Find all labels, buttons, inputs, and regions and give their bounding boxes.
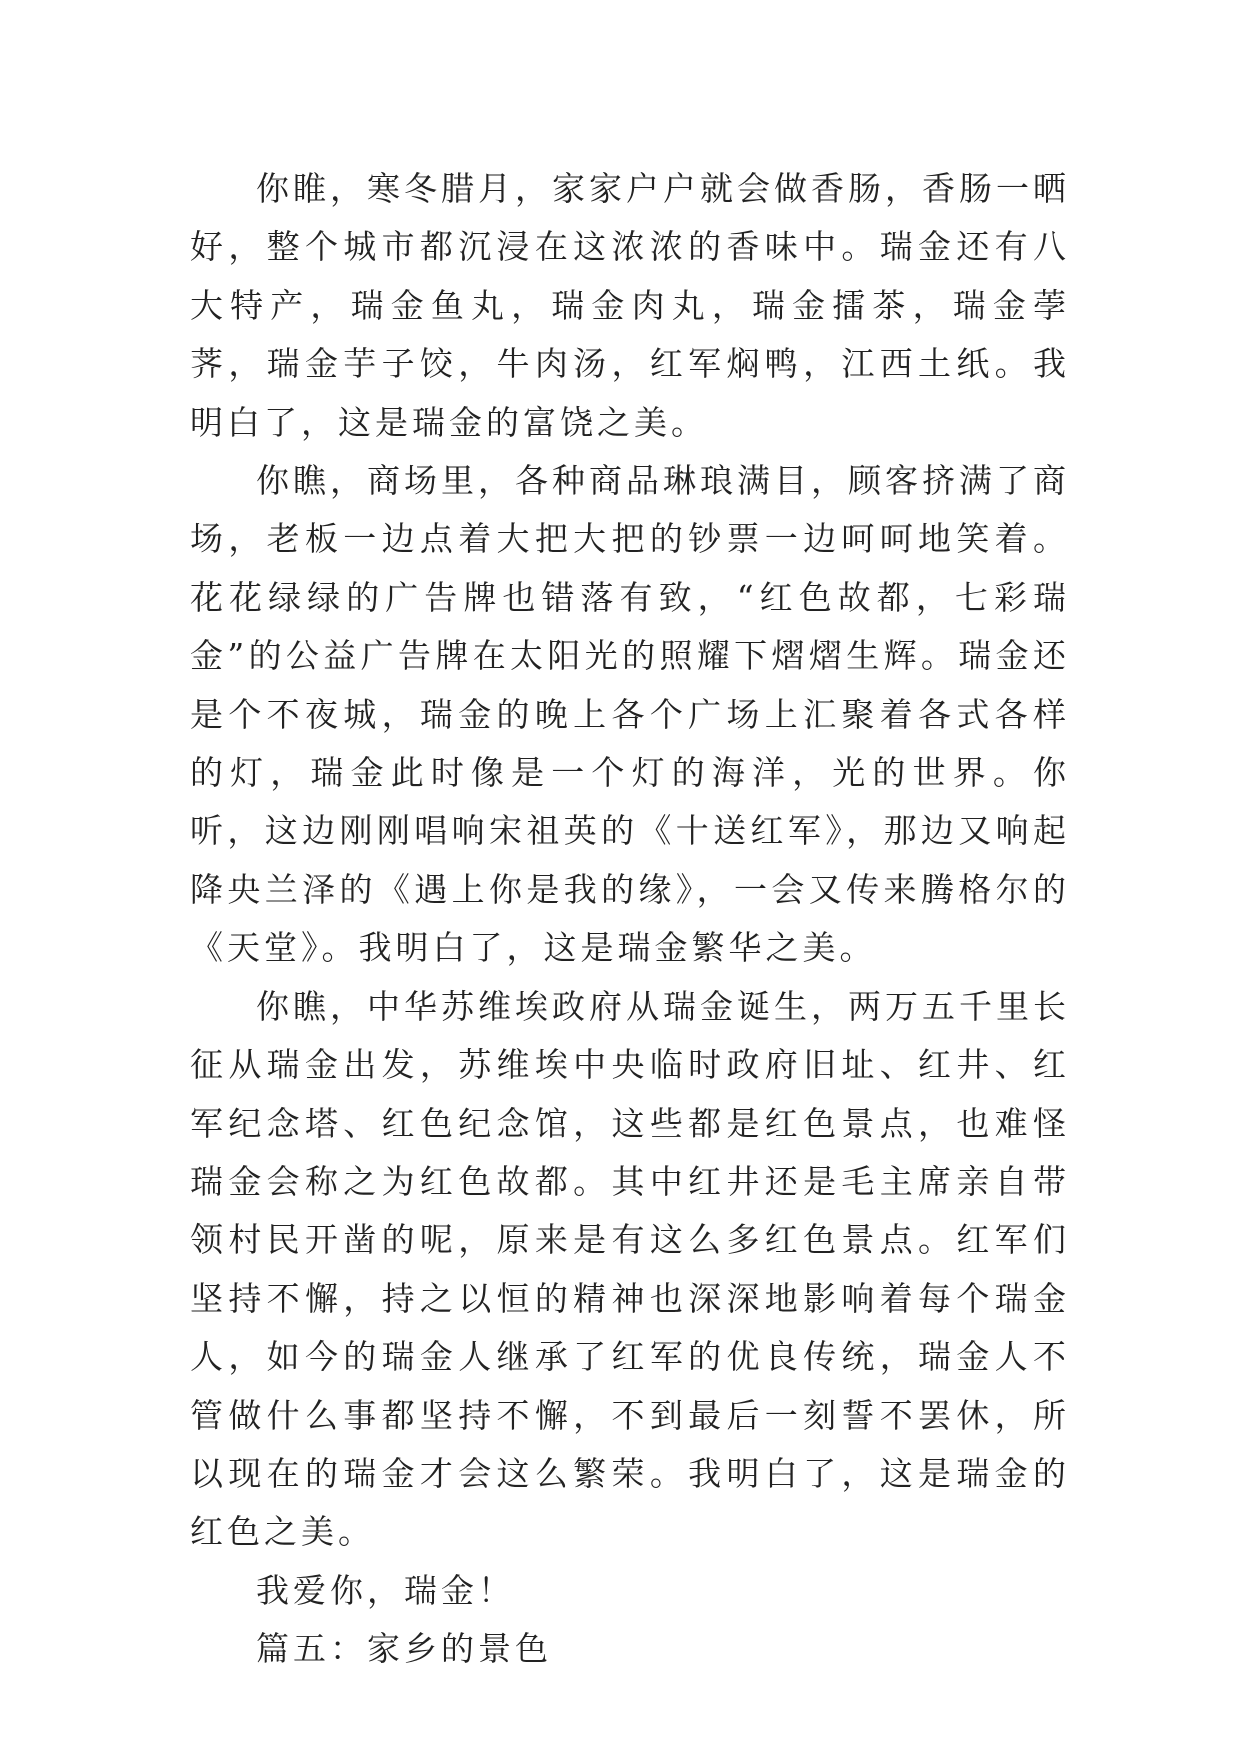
- paragraph-prosperity: 你瞧，商场里，各种商品琳琅满目，顾客挤满了商场，老板一边点着大把大把的钞票一边呵呵地笑着。花花绿绿的广告牌也错落有致，“红色故都，七彩瑞金”的公益广告牌在太阳光的照耀下熠熠生辉。瑞金还是个不夜城，瑞金的晚上各个广场上汇聚着各式各样的灯，瑞金此时像是一个灯的海洋，光的世界。你听，这边刚刚唱响宋祖英的《十送红军》，那边又响起降央兰泽的《遇上你是我的缘》，一会又传来腾格尔的《天堂》。我明白了，这是瑞金繁华之美。: [190, 461, 1070, 968]
- section-heading: 篇五：家乡的景色: [256, 1629, 552, 1669]
- closing-line: 我爱你，瑞金！: [256, 1570, 515, 1610]
- paragraph-red-heritage: 你瞧，中华苏维埃政府从瑞金诞生，两万五千里长征从瑞金出发，苏维埃中央临时政府旧址、红井、红军纪念塔、红色纪念馆，这些都是红色景点，也难怪瑞金会称之为红色故都。其中红井还是毛主席亲自带领村民开凿的呢，原来是有这么多红色景点。红军们坚持不懈，持之以恒的精神也深深地影响着每个瑞金人，如今的瑞金人继承了红军的优良传统，瑞金人不管做什么事都坚持不懈，不到最后一刻誓不罢休，所以现在的瑞金才会这么繁荣。我明白了，这是瑞金的红色之美。: [190, 986, 1070, 1552]
- paragraph-richness: 你睢，寒冬腊月，家家户户就会做香肠，香肠一晒好，整个城市都沉浸在这浓浓的香味中。瑞金还有八大特产，瑞金鱼丸，瑞金肉丸，瑞金擂茶，瑞金荸荠，瑞金芋子饺，牛肉汤，红军焖鸭，江西土纸。我明白了，这是瑞金的富饶之美。: [190, 169, 1070, 442]
- document-body: [190, 160, 1070, 1679]
